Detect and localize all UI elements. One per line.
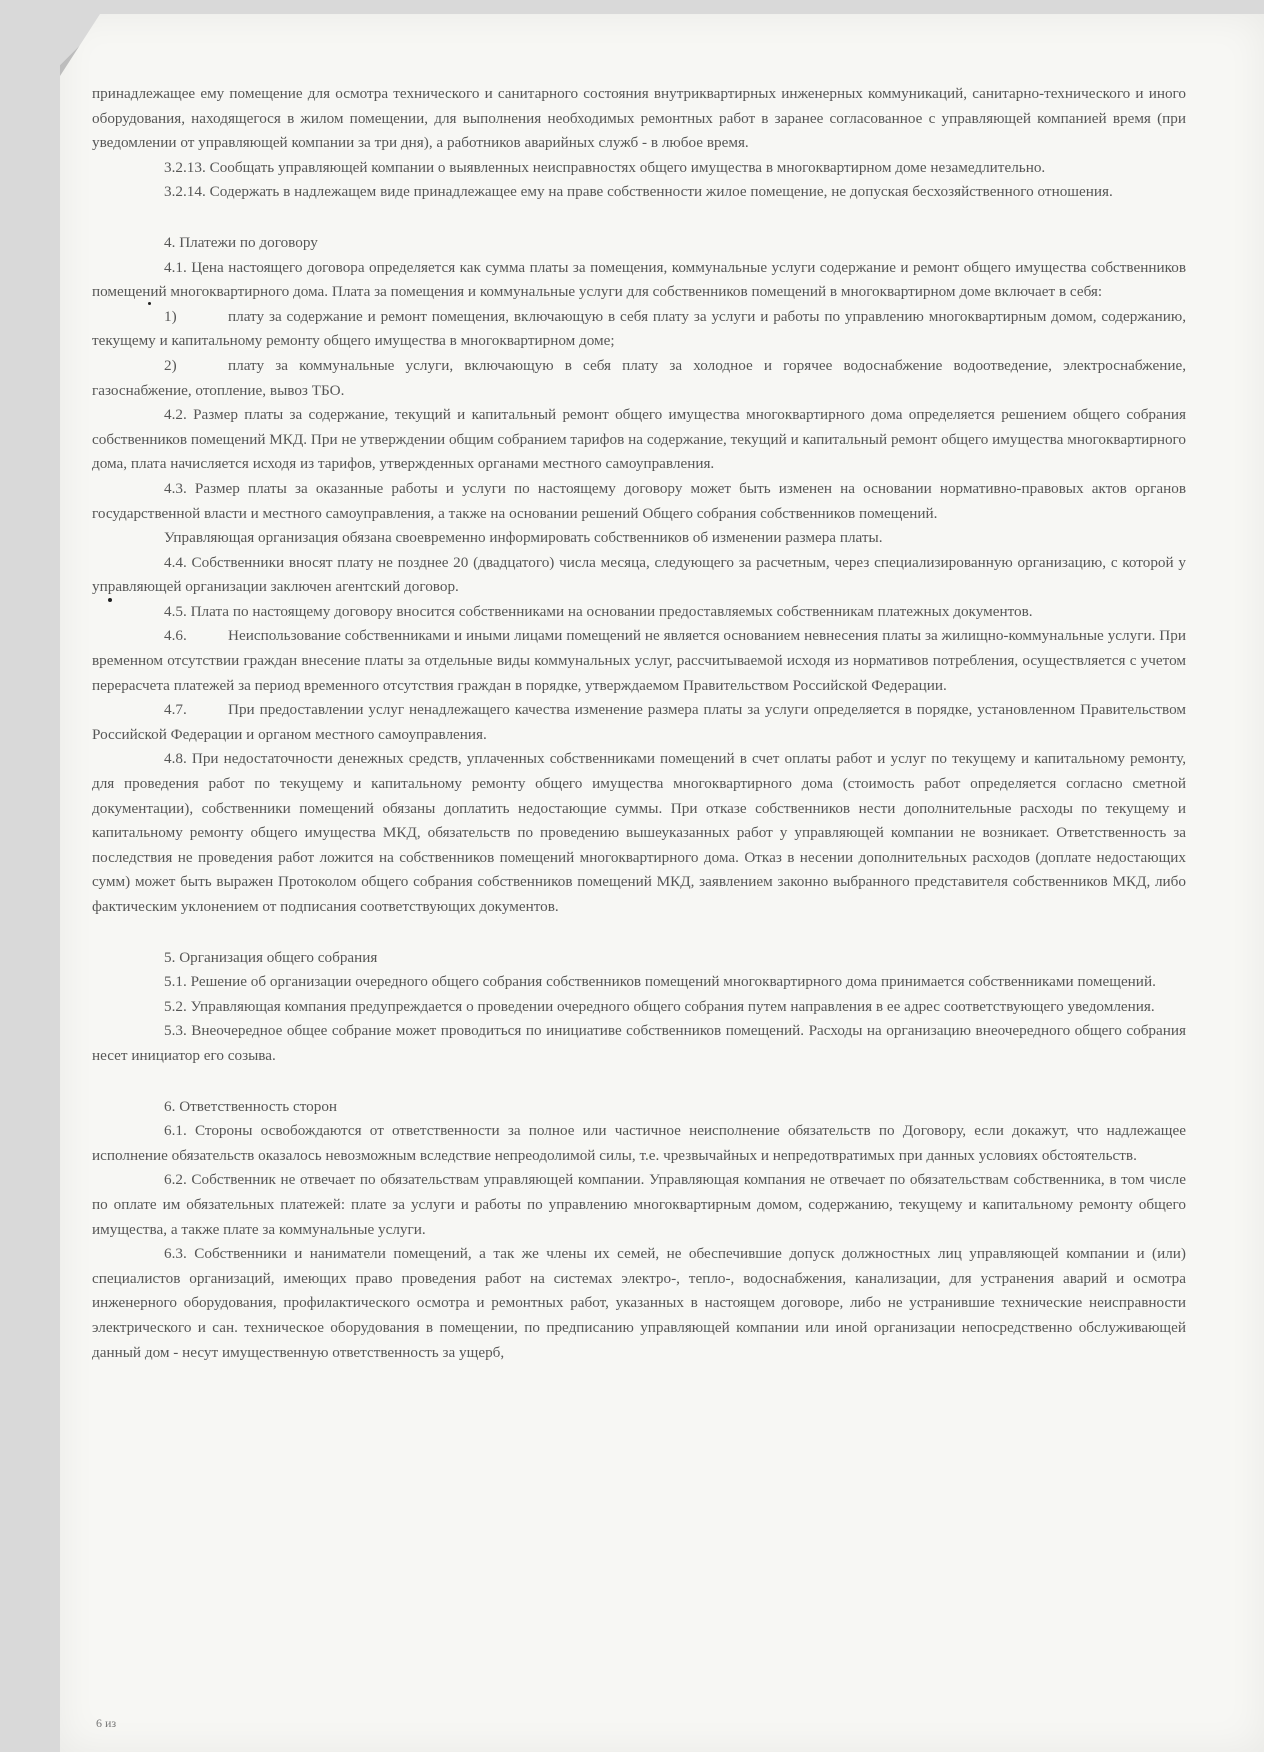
- item-number: 2): [164, 356, 177, 374]
- clause-text: При предоставлении услуг ненадлежащего качества изменение размера платы за услуги определяется в порядке, установленном Правительством Российской Федерации и органом местного самоуправления.: [92, 701, 1186, 743]
- clause-5-3: 5.3. Внеочередное общее собрание может проводиться по инициативе собственников помещений. Расходы на организацию внеочередного общего собрания несет инициатор его созыва.: [92, 1022, 1186, 1064]
- clause-3-2-13: 3.2.13. Сообщать управляющей компании о выявленных неисправностях общего имущества в многоквартирном доме незамедлительно.: [164, 158, 1046, 176]
- clause-6-2: 6.2. Собственник не отвечает по обязательствам управляющей компании. Управляющая компания не отвечает по обязательствам собственника, в том числе по оплате им обязательных платежей: плате за услуги и работы по управлению многоквартирным домом, содержанию, текущему и капитальному ремонту общего имущества, а также плате за коммунальные услуги.: [92, 1171, 1186, 1238]
- clause-4-5: 4.5. Плата по настоящему договору вносится собственниками на основании предоставляемых собственникам платежных документов.: [164, 602, 1033, 620]
- clause-4-7: [92, 698, 1186, 747]
- clause-4-6: [92, 624, 1186, 698]
- clause-number: 4.6.: [164, 627, 187, 645]
- clause-4-8: 4.8. При недостаточности денежных средств, уплаченных собственниками помещений в счет оплаты работ и услуг по текущему и капитальному ремонту, для проведения работ по текущему и капитальному ремонту общего имущества многоквартирного дома (стоимость работ определяется согласно сметной документации), собственники помещений обязаны доплатить недостающие суммы. При отказе собственников нести дополнительные расходы по текущему и капитальному ремонту общего имущества МКД, обязательств по проведению вышеуказанных работ у управляющей компании не возникает. Ответственность за последствия не проведения работ ложится на собственников помещений многоквартирного дома. Отказ в несении дополнительных расходов (доплате недостающих сумм) может быть выражен Протоколом общего собрания собственников помещений МКД, заявлением законно выбранного представителя собственников МКД, либо фактическим уклонением от подписания соответствующих документов.: [92, 750, 1186, 915]
- clause-4-1-item-2: [92, 354, 1186, 403]
- clause-4-1: 4.1. Цена настоящего договора определяется как сумма платы за помещения, коммунальные услуги содержание и ремонт общего имущества собственников помещений многоквартирного дома. Плата за помещения и коммунальные услуги для собственников помещений в многоквартирном доме включает в себя:: [92, 258, 1186, 301]
- clause-4-4: 4.4. Собственники вносят плату не позднее 20 (двадцатого) числа месяца, следующего за расчетным, через специализированную организацию, с которой у управляющей организации заключен агентский договор.: [92, 553, 1186, 596]
- item-text: плату за коммунальные услуги, включающую в себя плату за холодное и горячее водоснабжение водоотведение, электроснабжение, газоснабжение, отопление, вывоз ТБО.: [92, 356, 1186, 399]
- clause-4-1-item-1: [92, 305, 1186, 354]
- clause-3-2-12-continuation: принадлежащее ему помещение для осмотра технического и санитарного состояния внутриквартирных инженерных коммуникаций, санитарно-технического и иного оборудования, находящегося в жилом помещении, для выполнения необходимых ремонтных работ в заранее согласованное с управляющей компанией время (при уведомлении от управляющей компании за три дня), а работников аварийных служб - в любое время.: [92, 85, 1186, 152]
- clause-text: Неиспользование собственниками и иными лицами помещений не является основанием невнесения платы за жилищно-коммунальные услуги. При временном отсутствии граждан внесение платы за отдельные виды коммунальных услуг, рассчитываемой исходя из нормативов потребления, осуществляется с учетом перерасчета платежей за период временного отсутствия граждан в порядке, утверждаемом Правительством Российской Федерации.: [92, 627, 1186, 694]
- page-footer: 6 из: [96, 1716, 117, 1730]
- item-text: плату за содержание и ремонт помещения, включающую в себя плату за услуги и работы по управлению многоквартирным домом, содержанию, текущему и капитальному ремонту общего имущества в многоквартирном доме;: [92, 307, 1186, 350]
- section-6-title: 6. Ответственность сторон: [164, 1097, 338, 1115]
- clause-5-2: 5.2. Управляющая компания предупреждается о проведении очередного общего собрания путем направления в ее адрес соответствующего уведомления.: [164, 997, 1155, 1015]
- clause-6-3: 6.3. Собственники и наниматели помещений, а так же члены их семей, не обеспечившие допуск должностных лиц управляющей компании и (или) специалистов организаций, имеющих право проведения работ на системах электро-, тепло-, водоснабжения, канализации, для устранения аварий и осмотра инженерного оборудования, профилактического осмотра и ремонтных работ, указанных в настоящем договоре, либо не устранившие технические неисправности электрического и сан. техническое оборудования в помещении, по предписанию управляющей компании или иной организации непосредственно обслуживающей данный дом - несут имущественную ответственность за ущерб,: [92, 1245, 1186, 1361]
- clause-4-3: 4.3. Размер платы за оказанные работы и услуги по настоящему договору может быть изменен на основании нормативно-правовых актов органов государственной власти и местного самоуправления, а также на основании решений Общего собрания собственников помещений.: [92, 479, 1186, 522]
- clause-3-2-14: 3.2.14. Содержать в надлежащем виде принадлежащее ему на праве собственности жилое помещение, не допуская бесхозяйственного отношения.: [164, 183, 1113, 201]
- clause-4-3-note: Управляющая организация обязана своевременно информировать собственников об изменении размера платы.: [164, 529, 883, 547]
- document-body: [92, 82, 1186, 1365]
- clause-6-1: 6.1. Стороны освобождаются от ответственности за полное или частичное неисполнение обязательств по Договору, если докажут, что надлежащее исполнение обязательств оказалось невозможным вследствие непреодолимой силы, т.е. чрезвычайных и непредотвратимых при данных условиях обстоятельств.: [92, 1122, 1186, 1164]
- clause-4-2: 4.2. Размер платы за содержание, текущий и капитальный ремонт общего имущества многоквартирного дома определяется решением общего собрания собственников помещений МКД. При не утверждении общим собранием тарифов на содержание, текущий и капитальный ремонт общего имущества многоквартирного дома, плата начисляется исходя из тарифов, утвержденных органами местного самоуправления.: [92, 406, 1186, 473]
- clause-number: 4.7.: [164, 701, 187, 719]
- scan-speck: [148, 302, 151, 305]
- clause-5-1: 5.1. Решение об организации очередного общего собрания собственников помещений многоквартирного дома принимается собственниками помещений.: [164, 973, 1156, 991]
- section-5-title: 5. Организация общего собрания: [164, 948, 378, 966]
- item-number: 1): [164, 307, 177, 325]
- scan-speck: [108, 598, 112, 602]
- section-4-title: 4. Платежи по договору: [164, 233, 318, 251]
